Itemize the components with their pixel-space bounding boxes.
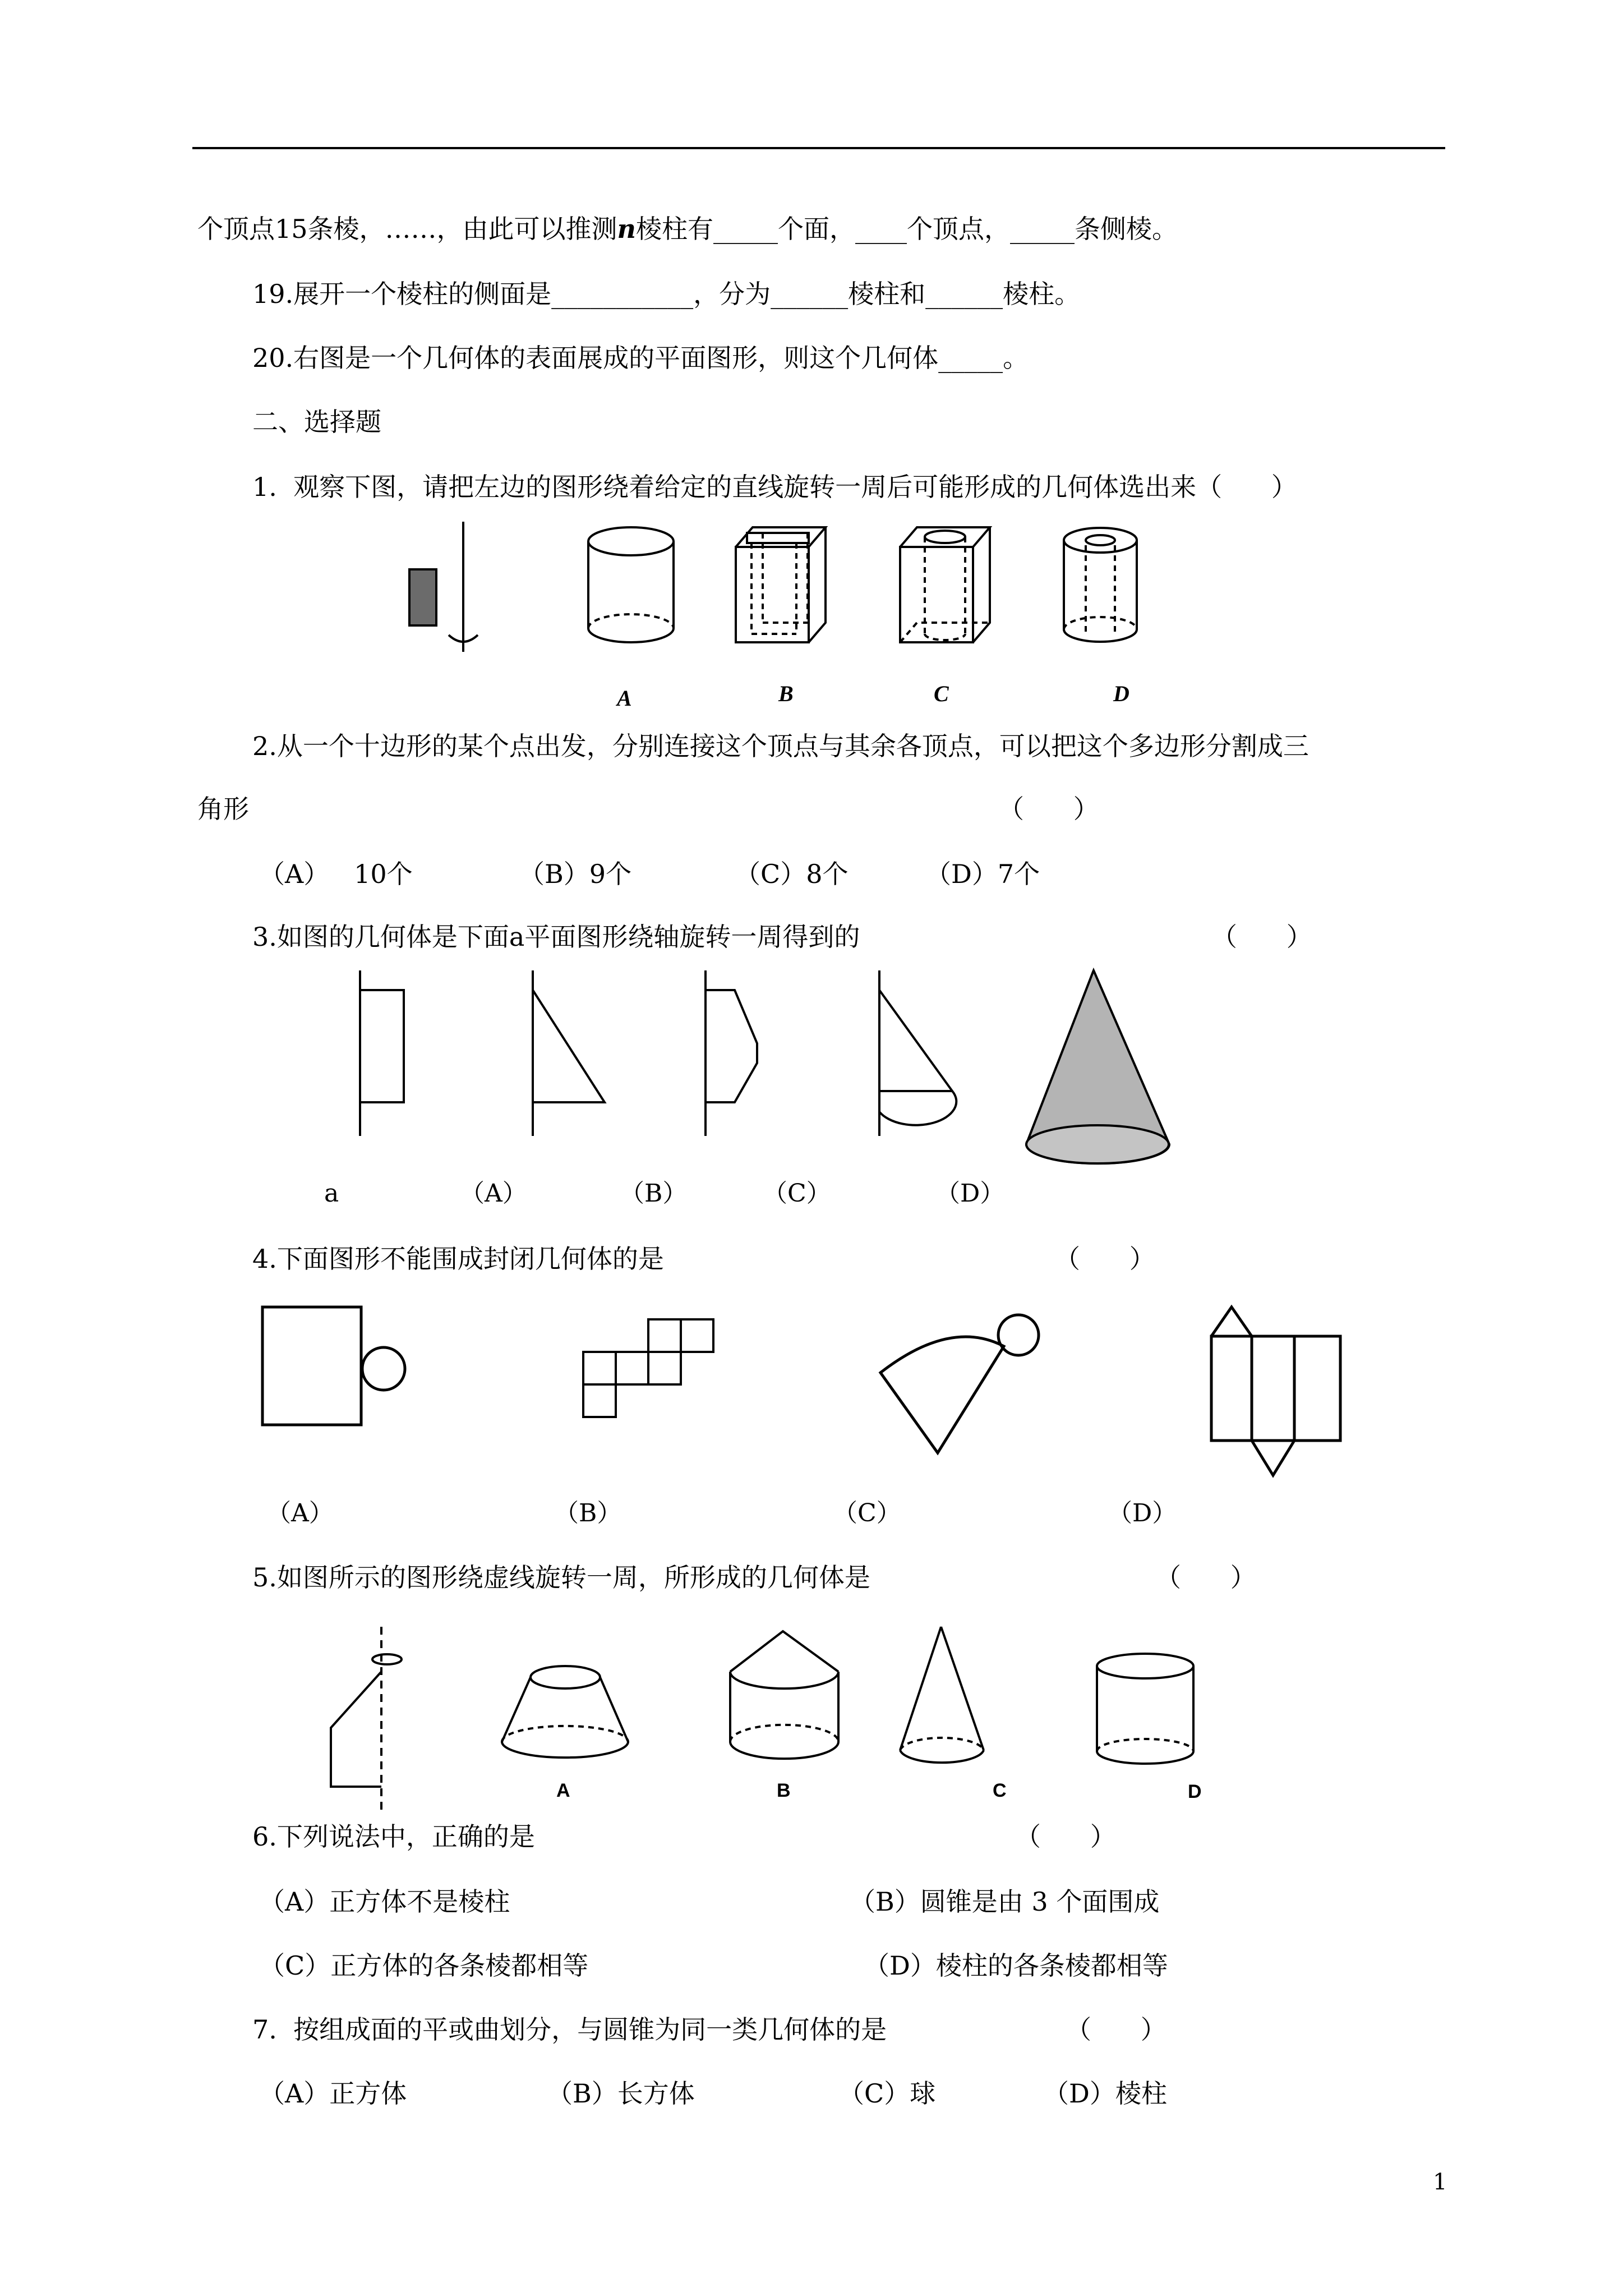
q7-option-a: （A）正方体 (259, 2078, 407, 2109)
q7-option-d: （D）棱柱 (1043, 2078, 1167, 2109)
q7-option-c: （C）球 (838, 2078, 936, 2109)
section-2-heading: 二、选择题 (252, 407, 381, 437)
q7-option-b: （B）长方体 (547, 2078, 695, 2109)
q3-label-option-d: （D） (935, 1179, 1005, 1208)
q7-paren: （ ） (1066, 2014, 1166, 2045)
q6-stem: 6.下列说法中，正确的是 (252, 1821, 535, 1852)
q7-stem: 7. 按组成面的平或曲划分，与圆锥为同一类几何体的是 (252, 2014, 887, 2045)
q3-label-option-c: （C） (763, 1179, 831, 1208)
q4-label-d: （D） (1108, 1499, 1177, 1527)
q5-label-c: C (993, 1780, 1007, 1801)
q1-label-d: D (1113, 681, 1129, 706)
q20-text: 20.右图是一个几何体的表面展成的平面图形，则这个几何体_____。 (252, 343, 1029, 373)
q3-figures (336, 965, 1189, 1161)
q2-stem-2: 角形 (197, 794, 249, 824)
q3-label-option-b: （B） (620, 1179, 688, 1208)
q6-option-d: （D）棱柱的各条棱都相等 (864, 1950, 1168, 1981)
q5-stem: 5.如图所示的图形绕虚线旋转一周，所形成的几何体是 (252, 1562, 870, 1593)
q6-paren: （ ） (1015, 1821, 1116, 1852)
q18-tail-line (197, 212, 1178, 246)
q2-paren: （ ） (998, 794, 1099, 824)
q4-label-a: （A） (266, 1499, 334, 1527)
q1-stem: 1. 观察下图，请把左边的图形绕着给定的直线旋转一周后可能形成的几何体选出来（ ） (252, 472, 1297, 502)
q2-option-d: （D）7个 (925, 859, 1040, 889)
header-rule (192, 147, 1445, 149)
q5-figures (314, 1627, 1267, 1812)
page-number: 1 (1433, 2169, 1447, 2195)
q6-option-a: （A）正方体不是棱柱 (259, 1887, 510, 1917)
q3-stem: 3.如图的几何体是下面a平面图形绕轴旋转一周得到的 (252, 922, 860, 952)
q1-figures (393, 516, 1166, 662)
q4-figures (247, 1296, 1368, 1509)
q4-label-b: （B） (554, 1499, 622, 1527)
q19-text: 19.展开一个棱柱的侧面是___________，分为______棱柱和______棱柱。 (252, 279, 1081, 309)
q1-label-c: C (934, 681, 949, 706)
q18-tail-n: n (617, 214, 636, 244)
q2-option-b: （B）9个 (519, 859, 632, 889)
q4-stem: 4.下面图形不能围成封闭几何体的是 (252, 1244, 664, 1274)
q6-option-b: （B）圆锥是由 3 个面围成 (850, 1887, 1160, 1917)
q4-label-c: （C） (833, 1499, 901, 1527)
q18-tail-a: 个顶点15条棱，……，由此可以推测 (197, 214, 617, 244)
q5-label-b: B (777, 1780, 791, 1801)
q1-label-b: B (778, 681, 794, 706)
q2-option-c: （C）8个 (735, 859, 849, 889)
q18-tail-b: 棱柱有_____个面，____个顶点，_____条侧棱。 (636, 214, 1178, 244)
q3-label-a: a (324, 1179, 339, 1208)
q1-label-a: A (617, 685, 632, 711)
q2-stem: 2.从一个十边形的某个点出发，分别连接这个顶点与其余各顶点，可以把这个多边形分割成三 (252, 731, 1309, 761)
q5-label-a: A (556, 1780, 570, 1801)
q3-paren: （ ） (1211, 922, 1312, 952)
q4-paren: （ ） (1054, 1244, 1155, 1274)
q3-label-option-a: （A） (460, 1179, 527, 1208)
q5-paren: （ ） (1155, 1562, 1256, 1593)
q1-shaded-rect (409, 569, 436, 625)
q2-option-a: （A） 10个 (259, 859, 413, 889)
q6-option-c: （C）正方体的各条棱都相等 (259, 1950, 589, 1981)
q5-label-d: D (1188, 1781, 1202, 1802)
